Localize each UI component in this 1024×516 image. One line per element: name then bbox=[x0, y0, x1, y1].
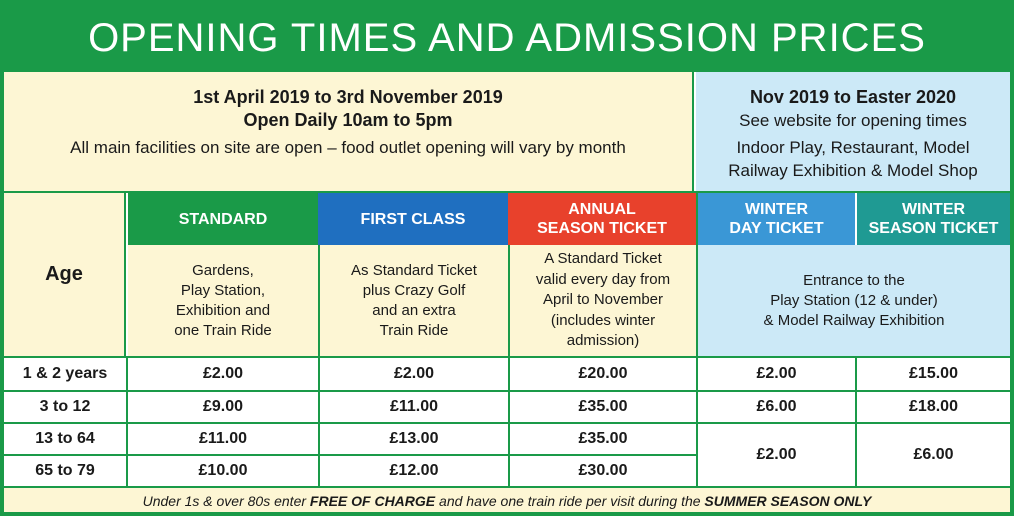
winter-desc-line: Play Station (12 & under) bbox=[770, 291, 938, 309]
standard-price: £2.00 bbox=[202, 365, 244, 382]
first-class-desc-line: As Standard Ticket bbox=[351, 261, 477, 279]
annual-price: £30.00 bbox=[578, 462, 628, 479]
winter-day-price: £2.00 bbox=[756, 365, 797, 382]
footnote bbox=[4, 486, 1010, 512]
standard-price: £9.00 bbox=[202, 398, 244, 415]
standard-header bbox=[128, 193, 318, 245]
first-class-desc-line: plus Crazy Golf bbox=[362, 281, 466, 299]
winter-day-header-line-1: WINTER bbox=[744, 201, 809, 218]
annual-price: £35.00 bbox=[578, 398, 628, 415]
annual-desc-line: (includes winter bbox=[550, 311, 656, 329]
footnote-text: and have one train ride per visit during the bbox=[435, 493, 705, 509]
first-class-header bbox=[318, 193, 508, 245]
summer-hours: Open Daily 10am to 5pm bbox=[243, 110, 453, 130]
first-class-price: £11.00 bbox=[389, 398, 439, 415]
first-class-desc-line: and an extra bbox=[372, 301, 456, 319]
poster-inner bbox=[4, 4, 1010, 512]
summer-note: All main facilities on site are open – food outlet opening will vary by month bbox=[70, 138, 626, 157]
standard-desc-line: Play Station, bbox=[180, 281, 266, 299]
annual-header-line-2: SEASON TICKET bbox=[537, 220, 667, 237]
standard-description bbox=[128, 245, 318, 356]
age-cell: 65 to 79 bbox=[35, 462, 95, 479]
age-cell: 13 to 64 bbox=[35, 430, 95, 447]
annual-desc-line: A Standard Ticket bbox=[544, 250, 662, 268]
winter-season-adult-price: £6.00 bbox=[913, 446, 954, 463]
age-cell: 3 to 12 bbox=[39, 398, 91, 415]
annual-desc-line: April to November bbox=[542, 291, 664, 309]
first-class-desc-line: Train Ride bbox=[379, 321, 449, 339]
standard-desc-line: Gardens, bbox=[192, 261, 254, 279]
winter-dates: Nov 2019 to Easter 2020 bbox=[749, 87, 957, 107]
summer-dates: 1st April 2019 to 3rd November 2019 bbox=[193, 87, 503, 107]
first-class-price: £13.00 bbox=[389, 430, 439, 447]
annual-price: £20.00 bbox=[578, 365, 628, 382]
winter-season-price: £15.00 bbox=[909, 365, 958, 382]
page-title: OPENING TIMES AND ADMISSION PRICES bbox=[4, 4, 1010, 72]
age-cell: 1 & 2 years bbox=[22, 365, 108, 382]
annual-desc-line: valid every day from bbox=[535, 270, 671, 288]
winter-day-price: £6.00 bbox=[756, 398, 797, 415]
standard-price: £10.00 bbox=[198, 462, 248, 479]
winter-facilities-line-1: Indoor Play, Restaurant, Model bbox=[736, 138, 970, 157]
standard-price: £11.00 bbox=[198, 430, 248, 447]
first-class-description bbox=[320, 245, 508, 356]
standard-desc-line: Exhibition and bbox=[175, 301, 271, 319]
age-column-header bbox=[4, 193, 126, 356]
annual-header-line-1: ANNUAL bbox=[568, 201, 636, 218]
summer-info-panel bbox=[4, 72, 694, 193]
winter-season-header bbox=[857, 193, 1010, 245]
winter-facilities-line-2: Railway Exhibition & Model Shop bbox=[728, 161, 978, 180]
winter-description bbox=[698, 245, 1010, 356]
footnote-emphasis: SUMMER SEASON ONLY bbox=[704, 493, 872, 509]
footnote-emphasis: FREE OF CHARGE bbox=[309, 493, 436, 509]
first-class-price: £12.00 bbox=[389, 462, 439, 479]
annual-price: £35.00 bbox=[578, 430, 628, 447]
first-class-price: £2.00 bbox=[393, 365, 435, 382]
standard-header-label: STANDARD bbox=[178, 210, 268, 228]
winter-day-header bbox=[698, 193, 855, 245]
annual-desc-line: admission) bbox=[566, 332, 640, 350]
winter-desc-line: & Model Railway Exhibition bbox=[763, 311, 945, 329]
annual-season-header bbox=[508, 193, 696, 245]
first-class-header-label: FIRST CLASS bbox=[360, 210, 466, 228]
winter-info-panel bbox=[696, 72, 1010, 193]
annual-description bbox=[510, 245, 696, 356]
winter-season-price: £18.00 bbox=[909, 398, 958, 415]
winter-season-header-line-2: SEASON TICKET bbox=[868, 220, 999, 237]
winter-website-note: See website for opening times bbox=[739, 111, 967, 130]
footnote-text: Under 1s & over 80s enter bbox=[142, 493, 310, 509]
winter-desc-line: Entrance to the bbox=[803, 271, 905, 289]
winter-day-header-line-2: DAY TICKET bbox=[729, 220, 824, 237]
standard-desc-line: one Train Ride bbox=[174, 321, 272, 339]
age-header-label: Age bbox=[45, 263, 83, 285]
winter-season-header-line-1: WINTER bbox=[901, 201, 966, 218]
winter-day-adult-price: £2.00 bbox=[756, 446, 797, 463]
